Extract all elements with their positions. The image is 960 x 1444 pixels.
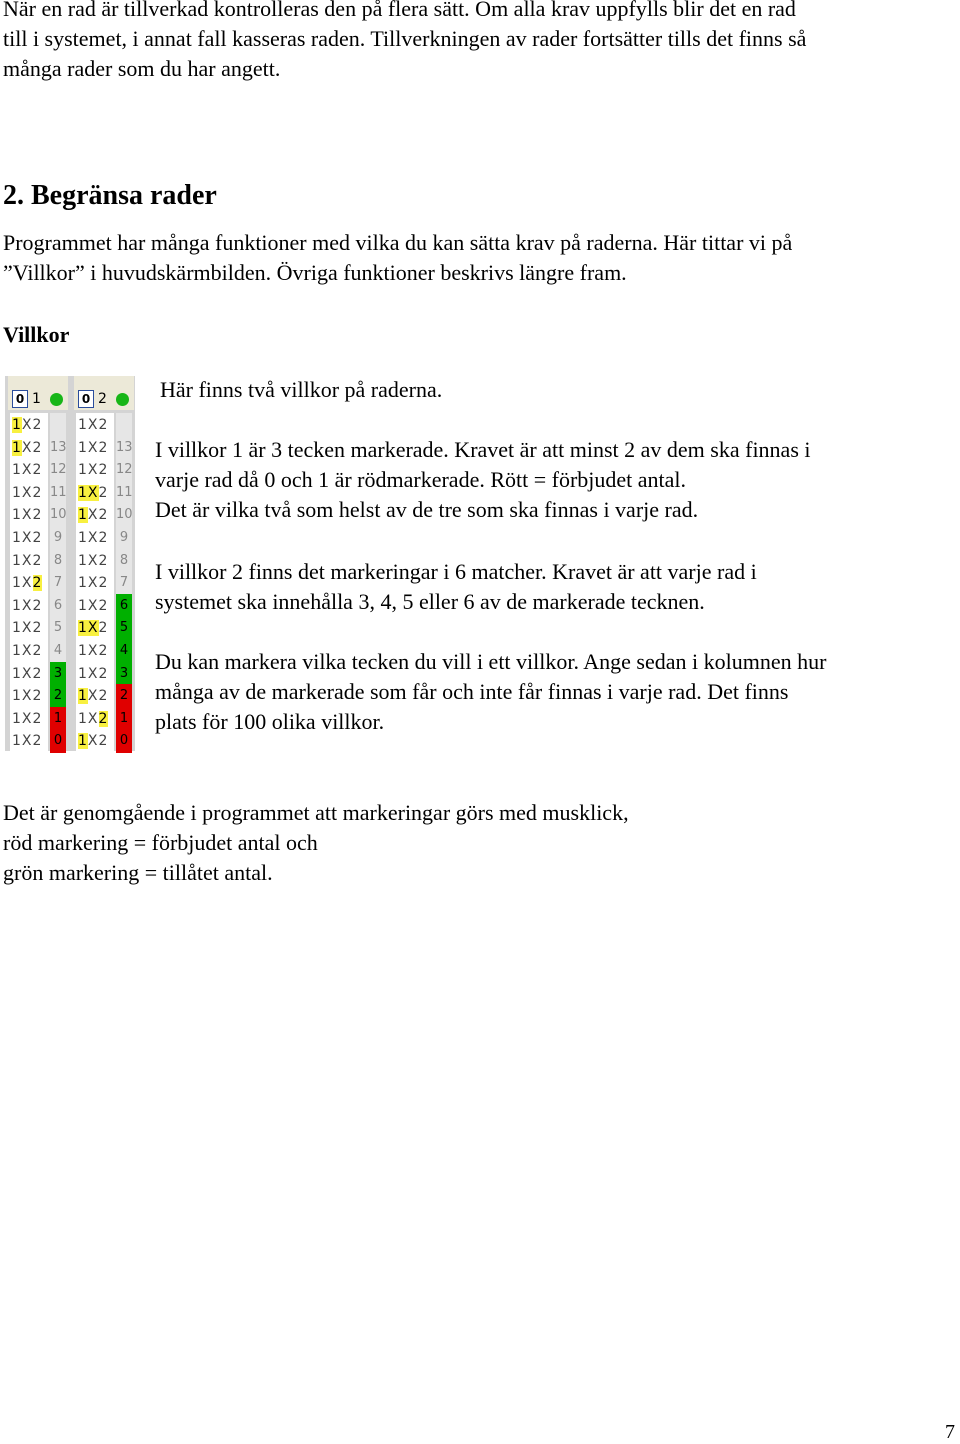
match-option[interactable]: 2 [98, 620, 109, 637]
condition-column-2 [74, 376, 134, 751]
note-line: I villkor 1 är 3 tecken markerade. Kravet är att minst 2 av dem ska finnas i [155, 437, 811, 462]
condition-number: 1 [32, 391, 41, 407]
count-cell[interactable]: 3 [50, 662, 66, 686]
match-option[interactable]: 2 [32, 665, 43, 682]
match-option[interactable]: 1 [12, 575, 22, 592]
match-option[interactable]: X [87, 462, 99, 479]
note-two-conditions: Här finns två villkor på raderna. [160, 377, 443, 402]
match-option[interactable]: X [21, 665, 33, 682]
match-option[interactable]: 2 [98, 439, 109, 456]
match-options[interactable] [76, 616, 114, 640]
note-condition-1 [155, 435, 955, 525]
match-option[interactable]: 1 [78, 733, 88, 750]
match-option[interactable]: X [87, 643, 99, 659]
match-options[interactable] [10, 571, 48, 595]
match-option[interactable]: 2 [32, 462, 43, 479]
match-options[interactable] [76, 639, 114, 663]
condition-column-1 [8, 376, 68, 751]
note-condition-2 [155, 557, 955, 617]
count-cell[interactable]: 5 [116, 616, 132, 640]
note-how-to-mark [155, 647, 955, 737]
status-dot-icon [116, 393, 129, 406]
condition-toggle-box[interactable]: 0 [78, 390, 94, 408]
count-cell[interactable]: 2 [116, 684, 132, 708]
match-options[interactable] [76, 549, 114, 573]
match-options[interactable] [10, 458, 48, 482]
match-options[interactable] [76, 662, 114, 686]
match-option[interactable]: 1 [78, 575, 88, 592]
condition-toggle-box[interactable]: 0 [12, 390, 28, 408]
intro-line: till i systemet, i annat fall kasseras raden. Tillverkningen av rader fortsätter tills det finns så [3, 26, 807, 51]
match-option[interactable]: X [87, 439, 99, 456]
match-option[interactable]: X [87, 484, 99, 501]
outro-line: röd markering = förbjudet antal och [3, 830, 318, 855]
match-option[interactable]: 2 [32, 484, 43, 501]
match-options[interactable] [10, 707, 48, 731]
match-option[interactable]: 1 [78, 462, 88, 479]
match-options[interactable] [10, 526, 48, 550]
match-option[interactable]: 1 [78, 507, 88, 524]
count-cell[interactable]: 10 [116, 503, 132, 527]
match-option[interactable]: 1 [78, 552, 88, 569]
match-option[interactable]: X [87, 710, 99, 727]
match-options[interactable] [76, 481, 114, 505]
section-heading: 2. Begränsa rader [3, 180, 217, 211]
match-option[interactable]: 2 [32, 710, 43, 727]
count-cell[interactable]: 9 [50, 526, 66, 550]
match-option[interactable]: 2 [98, 575, 109, 592]
note-line: Du kan markera vilka tecken du vill i ett villkor. Ange sedan i kolumnen hur [155, 649, 827, 674]
outro-paragraph [3, 798, 953, 888]
count-cell[interactable]: 4 [116, 639, 132, 663]
match-option[interactable]: 2 [32, 552, 43, 569]
outro-line: grön markering = tillåtet antal. [3, 860, 273, 885]
match-option[interactable]: 1 [12, 688, 22, 705]
match-option[interactable]: 2 [98, 530, 109, 546]
match-option[interactable]: 1 [12, 462, 22, 479]
match-option[interactable]: 2 [32, 643, 43, 659]
match-options[interactable] [10, 549, 48, 573]
villkor-heading: Villkor [3, 322, 70, 347]
match-options[interactable] [10, 639, 48, 663]
match-options[interactable] [10, 413, 48, 437]
count-cell[interactable]: 5 [50, 616, 66, 640]
count-cell[interactable]: 6 [116, 594, 132, 618]
match-option[interactable]: X [21, 575, 33, 592]
count-cell[interactable]: 4 [50, 639, 66, 663]
note-line: många av de markerade som får och inte får finnas i varje rad. Det finns [155, 679, 789, 704]
match-option[interactable]: X [21, 484, 33, 501]
match-option[interactable]: 2 [98, 507, 109, 524]
match-option[interactable]: 1 [12, 530, 22, 546]
match-option[interactable]: 2 [32, 530, 43, 546]
match-option[interactable]: X [87, 688, 99, 705]
match-option[interactable]: 1 [12, 733, 22, 750]
match-option[interactable]: 2 [32, 439, 43, 456]
match-option[interactable]: 1 [12, 484, 22, 501]
match-options[interactable] [76, 594, 114, 618]
note-line: plats för 100 olika villkor. [155, 709, 385, 734]
match-option[interactable]: X [87, 507, 99, 524]
intro-paragraph [3, 0, 953, 84]
match-option[interactable]: 1 [78, 643, 88, 659]
match-option[interactable]: 1 [78, 484, 88, 501]
match-options[interactable] [76, 707, 114, 731]
match-options[interactable] [10, 481, 48, 505]
section-description [3, 228, 953, 288]
match-option[interactable]: X [21, 507, 33, 524]
match-options[interactable] [10, 594, 48, 618]
match-option[interactable]: 1 [78, 530, 88, 546]
match-option[interactable]: 1 [78, 620, 88, 637]
condition-header [74, 376, 134, 410]
match-option[interactable]: 2 [32, 688, 43, 705]
note-line: Det är vilka två som helst av de tre som ska finnas i varje rad. [155, 497, 699, 522]
match-option[interactable]: 2 [98, 417, 109, 433]
match-option[interactable]: 2 [98, 688, 109, 705]
match-option[interactable]: X [21, 733, 33, 750]
match-option[interactable]: X [87, 665, 99, 682]
match-option[interactable]: X [87, 620, 99, 637]
condition-header [8, 376, 68, 410]
match-options[interactable] [10, 662, 48, 686]
match-options[interactable] [76, 413, 114, 437]
match-options[interactable] [76, 684, 114, 708]
villkor-widget-screenshot [5, 376, 135, 751]
condition-row [8, 728, 68, 754]
match-option[interactable]: 2 [32, 597, 43, 614]
status-dot-icon [50, 393, 63, 406]
match-option[interactable]: 1 [78, 597, 88, 614]
section-desc-line: Programmet har många funktioner med vilka du kan sätta krav på raderna. Här tittar vi på [3, 230, 793, 255]
count-cell[interactable]: 13 [116, 436, 132, 460]
match-option[interactable]: 2 [32, 620, 43, 637]
match-option[interactable]: 2 [98, 665, 109, 682]
count-cell[interactable]: 9 [116, 526, 132, 550]
note-line: systemet ska innehålla 3, 4, 5 eller 6 av de markerade tecknen. [155, 589, 705, 614]
note-line: I villkor 2 finns det markeringar i 6 matcher. Kravet är att varje rad i [155, 559, 757, 584]
match-option[interactable]: X [21, 710, 33, 727]
match-option[interactable]: 1 [78, 665, 88, 682]
match-option[interactable]: 1 [12, 710, 22, 727]
count-cell[interactable]: 12 [50, 458, 66, 482]
count-cell[interactable]: 12 [116, 458, 132, 482]
count-cell[interactable]: 8 [50, 549, 66, 573]
match-option[interactable]: 1 [12, 665, 22, 682]
match-options[interactable] [76, 729, 114, 753]
match-option[interactable]: X [21, 552, 33, 569]
section-desc-line: ”Villkor” i huvudskärmbilden. Övriga funktioner beskrivs längre fram. [3, 260, 627, 285]
match-option[interactable]: 2 [98, 733, 109, 750]
match-option[interactable]: 2 [98, 484, 109, 501]
match-option[interactable]: 2 [32, 575, 43, 592]
match-option[interactable]: 1 [78, 710, 88, 727]
match-option[interactable]: X [21, 439, 33, 456]
match-option[interactable]: 2 [32, 507, 43, 524]
count-cell[interactable]: 7 [116, 571, 132, 595]
intro-line: många rader som du har angett. [3, 56, 281, 81]
count-cell[interactable]: 0 [50, 729, 66, 753]
match-options[interactable] [10, 729, 48, 753]
count-cell[interactable] [116, 413, 132, 437]
match-options[interactable] [76, 571, 114, 595]
count-cell[interactable] [50, 413, 66, 437]
match-option[interactable]: 1 [12, 507, 22, 524]
count-cell[interactable]: 13 [50, 436, 66, 460]
match-option[interactable]: 1 [78, 688, 88, 705]
count-cell[interactable]: 6 [50, 594, 66, 618]
intro-line: När en rad är tillverkad kontrolleras den på flera sätt. Om alla krav uppfylls blir det en rad [3, 0, 796, 21]
match-option[interactable]: 2 [98, 710, 109, 727]
count-cell[interactable]: 8 [116, 549, 132, 573]
match-option[interactable]: 1 [12, 597, 22, 614]
match-options[interactable] [76, 503, 114, 527]
match-option[interactable]: X [21, 462, 33, 479]
condition-row [74, 728, 134, 754]
match-option[interactable]: X [87, 597, 99, 614]
match-option[interactable]: X [87, 733, 99, 750]
note-line: varje rad då 0 och 1 är rödmarkerade. Rött = förbjudet antal. [155, 467, 687, 492]
match-option[interactable]: 1 [78, 417, 88, 433]
match-option[interactable]: 2 [98, 643, 109, 659]
count-cell[interactable]: 11 [50, 481, 66, 505]
match-option[interactable]: X [87, 552, 99, 569]
match-options[interactable] [76, 458, 114, 482]
count-cell[interactable]: 7 [50, 571, 66, 595]
count-cell[interactable]: 10 [50, 503, 66, 527]
count-cell[interactable]: 2 [50, 684, 66, 708]
match-option[interactable]: X [21, 620, 33, 637]
match-option[interactable]: X [21, 530, 33, 546]
match-option[interactable]: 2 [98, 462, 109, 479]
condition-number: 2 [98, 391, 107, 407]
match-option[interactable]: X [21, 688, 33, 705]
match-options[interactable] [10, 503, 48, 527]
match-option[interactable]: X [87, 575, 99, 592]
match-option[interactable]: 2 [32, 733, 43, 750]
match-option[interactable]: 1 [12, 439, 22, 456]
count-cell[interactable]: 11 [116, 481, 132, 505]
match-options[interactable] [76, 436, 114, 460]
page-number: 7 [945, 1421, 955, 1443]
count-cell[interactable]: 3 [116, 662, 132, 686]
match-option[interactable]: 1 [78, 439, 88, 456]
count-cell[interactable]: 1 [116, 707, 132, 731]
match-option[interactable]: X [87, 417, 99, 433]
match-option[interactable]: 1 [12, 552, 22, 569]
match-option[interactable]: X [21, 643, 33, 659]
count-cell[interactable]: 1 [50, 707, 66, 731]
match-option[interactable]: 2 [98, 597, 109, 614]
match-options[interactable] [76, 526, 114, 550]
match-options[interactable] [10, 616, 48, 640]
match-options[interactable] [10, 436, 48, 460]
match-option[interactable]: X [21, 597, 33, 614]
outro-line: Det är genomgående i programmet att markeringar görs med musklick, [3, 800, 629, 825]
match-option[interactable]: X [21, 417, 33, 433]
match-option[interactable]: X [87, 530, 99, 546]
match-option[interactable]: 1 [12, 643, 22, 659]
count-cell[interactable]: 0 [116, 729, 132, 753]
match-options[interactable] [10, 684, 48, 708]
match-option[interactable]: 2 [32, 417, 43, 433]
match-option[interactable]: 2 [98, 552, 109, 569]
match-option[interactable]: 1 [12, 417, 22, 433]
match-option[interactable]: 1 [12, 620, 22, 637]
